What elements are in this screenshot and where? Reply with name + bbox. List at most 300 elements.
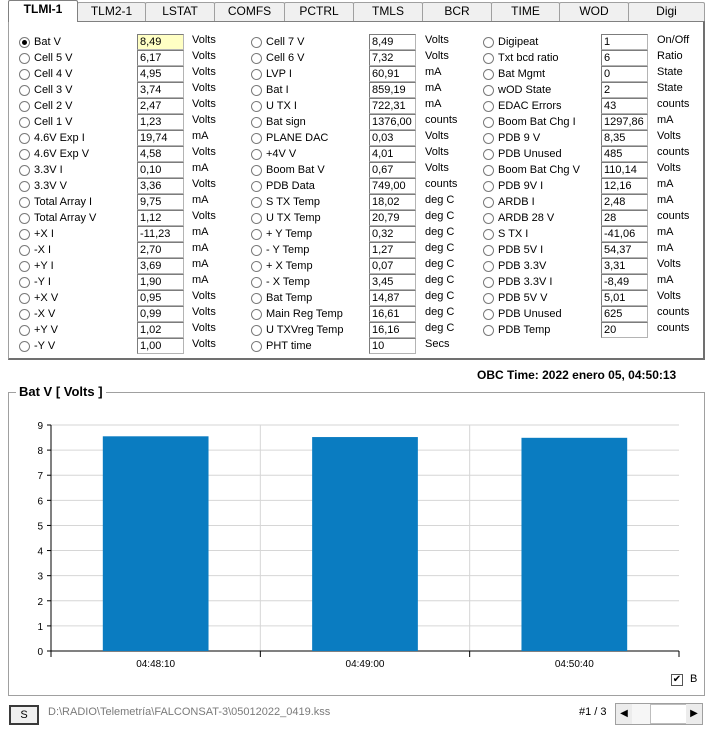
unit-cell-5-v: Volts xyxy=(192,50,216,62)
value-bat-sign: 1376,00 xyxy=(369,114,416,130)
radio-button-icon[interactable] xyxy=(19,53,30,64)
radio-plane-dac[interactable] xyxy=(251,130,365,146)
unit-pdb-9-v: Volts xyxy=(657,130,681,142)
radio-4-6v-exp-i[interactable] xyxy=(19,130,133,146)
radio-button-icon[interactable] xyxy=(483,69,494,80)
value-x-temp: 3,45 xyxy=(369,274,416,290)
radio-pdb-data[interactable] xyxy=(251,178,365,194)
radio-button-icon[interactable] xyxy=(251,325,262,336)
radio-label: Bat V xyxy=(34,36,61,48)
radio-button-icon[interactable] xyxy=(19,197,30,208)
radio-button-icon[interactable] xyxy=(251,197,262,208)
value-cell-4-v: 4,95 xyxy=(137,66,184,82)
unit-pdb-unused: counts xyxy=(657,306,690,318)
radio-label: EDAC Errors xyxy=(498,100,562,112)
radio-label: Total Array I xyxy=(34,196,93,208)
radio-u-tx-temp[interactable] xyxy=(251,210,365,226)
unit-u-tx-i: mA xyxy=(425,98,442,110)
radio-button-icon[interactable] xyxy=(19,101,30,112)
value-bat-i: 859,19 xyxy=(369,82,416,98)
radio-total-array-i[interactable] xyxy=(19,194,133,210)
radio-button-icon[interactable] xyxy=(19,181,30,192)
unit-cell-7-v: Volts xyxy=(425,34,449,46)
scroll-right-arrow-icon[interactable]: ▶ xyxy=(686,704,702,724)
radio-button-icon[interactable] xyxy=(483,165,494,176)
radio-boom-bat-chg-v[interactable] xyxy=(483,162,597,178)
unit-pdb-unused: counts xyxy=(657,146,690,158)
unit-4v-v: Volts xyxy=(425,146,449,158)
radio-label: PDB Unused xyxy=(498,148,562,160)
radio-x-i[interactable] xyxy=(19,226,133,242)
value-y-temp: 1,27 xyxy=(369,242,416,258)
bar xyxy=(521,438,627,651)
radio-label: S TX Temp xyxy=(266,196,321,208)
radio-button-icon[interactable] xyxy=(19,261,30,272)
y-tick-label: 1 xyxy=(37,621,43,633)
radio-pdb-unused[interactable] xyxy=(483,146,597,162)
radio-y-temp[interactable] xyxy=(251,226,365,242)
radio-y-temp[interactable] xyxy=(251,242,365,258)
radio-label: PDB 5V V xyxy=(498,292,548,304)
radio-label: PHT time xyxy=(266,340,312,352)
radio-x-v[interactable] xyxy=(19,306,133,322)
tab-pctrl[interactable]: PCTRL xyxy=(284,2,354,21)
radio-boom-bat-v[interactable] xyxy=(251,162,365,178)
radio-label: PDB Unused xyxy=(498,308,562,320)
radio-button-icon[interactable] xyxy=(251,69,262,80)
radio-button-icon[interactable] xyxy=(483,53,494,64)
value-edac-errors: 43 xyxy=(601,98,648,114)
unit-y-v: Volts xyxy=(192,322,216,334)
radio-label: ARDB I xyxy=(498,196,535,208)
unit-x-temp: deg C xyxy=(425,274,455,286)
value-3-3v-i: 0,10 xyxy=(137,162,184,178)
value-y-i: 3,69 xyxy=(137,258,184,274)
unit-boom-bat-chg-i: mA xyxy=(657,114,674,126)
radio-pht-time[interactable] xyxy=(251,338,365,354)
radio-label: PLANE DAC xyxy=(266,132,329,144)
radio-label: ARDB 28 V xyxy=(498,212,555,224)
value-total-array-v: 1,12 xyxy=(137,210,184,226)
radio-3-3v-v[interactable] xyxy=(19,178,133,194)
unit-x-i: mA xyxy=(192,226,209,238)
y-tick-label: 0 xyxy=(37,647,43,658)
unit-4-6v-exp-i: mA xyxy=(192,130,209,142)
unit-x-v: Volts xyxy=(192,306,216,318)
radio-button-icon[interactable] xyxy=(19,117,30,128)
value-pdb-3-3v: 3,31 xyxy=(601,258,648,274)
radio-label: Total Array V xyxy=(34,212,97,224)
value-y-i: 1,90 xyxy=(137,274,184,290)
radio-label: -X V xyxy=(34,308,56,320)
radio-y-v[interactable] xyxy=(19,322,133,338)
radio-label: - Y Temp xyxy=(266,244,310,256)
value-4-6v-exp-v: 4,58 xyxy=(137,146,184,162)
radio-button-icon[interactable] xyxy=(251,53,262,64)
radio-digipeat[interactable] xyxy=(483,34,597,50)
unit-boom-bat-chg-v: Volts xyxy=(657,162,681,174)
radio-button-icon[interactable] xyxy=(483,181,494,192)
radio-pdb-3-3v-i[interactable] xyxy=(483,274,597,290)
radio-boom-bat-chg-i[interactable] xyxy=(483,114,597,130)
radio-label: +X I xyxy=(34,228,54,240)
bar xyxy=(312,437,418,651)
page-scrollbar[interactable] xyxy=(615,703,703,725)
tab-tmls[interactable]: TMLS xyxy=(353,2,423,21)
radio-button-icon[interactable] xyxy=(19,213,30,224)
radio-pdb-unused[interactable] xyxy=(483,306,597,322)
unit-x-temp: deg C xyxy=(425,258,455,270)
value-s-tx-temp: 18,02 xyxy=(369,194,416,210)
value-x-i: 2,70 xyxy=(137,242,184,258)
radio-label: wOD State xyxy=(498,84,552,96)
radio-label: Cell 4 V xyxy=(34,68,73,80)
tab-comfs[interactable]: COMFS xyxy=(214,2,285,21)
radio-y-i[interactable] xyxy=(19,274,133,290)
radio-cell-2-v[interactable] xyxy=(19,98,133,114)
radio-3-3v-i[interactable] xyxy=(19,162,133,178)
radio-button-icon[interactable] xyxy=(19,69,30,80)
value-wod-state: 2 xyxy=(601,82,648,98)
radio-total-array-v[interactable] xyxy=(19,210,133,226)
radio-button-icon[interactable] xyxy=(483,293,494,304)
radio-button-icon[interactable] xyxy=(251,165,262,176)
radio-label: U TX I xyxy=(266,100,297,112)
radio-y-v[interactable] xyxy=(19,338,133,354)
y-tick-label: 5 xyxy=(37,521,43,533)
radio-x-i[interactable] xyxy=(19,242,133,258)
radio-label: Boom Bat V xyxy=(266,164,325,176)
obc-time: OBC Time: 2022 enero 05, 04:50:13 xyxy=(477,368,677,382)
unit-s-tx-temp: deg C xyxy=(425,194,455,206)
chart-frame xyxy=(8,392,705,696)
radio-label: Digipeat xyxy=(498,36,539,48)
radio-bat-sign[interactable] xyxy=(251,114,365,130)
radio-x-v[interactable] xyxy=(19,290,133,306)
radio-button-icon[interactable] xyxy=(19,245,30,256)
value-total-array-i: 9,75 xyxy=(137,194,184,210)
bar xyxy=(103,436,209,651)
radio-ardb-i[interactable] xyxy=(483,194,597,210)
radio-button-icon[interactable] xyxy=(19,149,30,160)
unit-y-i: mA xyxy=(192,258,209,270)
radio-u-txvreg-temp[interactable] xyxy=(251,322,365,338)
radio-label: Bat Mgmt xyxy=(498,68,546,80)
tab-time[interactable]: TIME xyxy=(491,2,560,21)
radio-bat-i[interactable] xyxy=(251,82,365,98)
unit-ardb-i: mA xyxy=(657,194,674,206)
tab-tlmi-1[interactable]: TLMI-1 xyxy=(8,0,78,22)
radio-bat-mgmt[interactable] xyxy=(483,66,597,82)
unit-bat-sign: counts xyxy=(425,114,458,126)
value-4v-v: 4,01 xyxy=(369,146,416,162)
value-digipeat: 1 xyxy=(601,34,648,50)
unit-pdb-5v-i: mA xyxy=(657,242,674,254)
unit-pdb-3-3v: Volts xyxy=(657,258,681,270)
y-tick-label: 9 xyxy=(37,421,43,432)
y-tick-label: 8 xyxy=(37,446,43,458)
radio-main-reg-temp[interactable] xyxy=(251,306,365,322)
radio-button-icon[interactable] xyxy=(483,85,494,96)
value-cell-7-v: 8,49 xyxy=(369,34,416,50)
scroll-left-arrow-icon[interactable]: ◀ xyxy=(616,704,632,724)
value-s-tx-i: -41,06 xyxy=(601,226,648,242)
radio-cell-3-v[interactable] xyxy=(19,82,133,98)
radio-button-icon[interactable] xyxy=(251,213,262,224)
value-boom-bat-chg-i: 1297,86 xyxy=(601,114,648,130)
radio-label: +X V xyxy=(34,292,59,304)
radio-label: PDB Data xyxy=(266,180,315,192)
unit-cell-3-v: Volts xyxy=(192,82,216,94)
radio-label: -Y I xyxy=(34,276,51,288)
radio-label: PDB 9 V xyxy=(498,132,541,144)
unit-y-temp: deg C xyxy=(425,226,455,238)
radio-button-icon[interactable] xyxy=(483,213,494,224)
radio-button-icon[interactable] xyxy=(483,101,494,112)
value-x-temp: 0,07 xyxy=(369,258,416,274)
unit-x-i: mA xyxy=(192,242,209,254)
value-main-reg-temp: 16,61 xyxy=(369,306,416,322)
radio-button-icon[interactable] xyxy=(483,309,494,320)
radio-button-icon[interactable] xyxy=(251,181,262,192)
radio-button-icon[interactable] xyxy=(251,229,262,240)
radio-button-icon[interactable] xyxy=(251,245,262,256)
unit-bat-temp: deg C xyxy=(425,290,455,302)
unit-digipeat: On/Off xyxy=(657,34,690,46)
radio-button-icon[interactable] xyxy=(251,293,262,304)
unit-pdb-5v-v: Volts xyxy=(657,290,681,302)
radio-button-icon[interactable] xyxy=(19,293,30,304)
file-path: D:\RADIO\Telemetría\FALCONSAT-3\05012022_0419.kss xyxy=(48,706,331,718)
x-tick-label: 04:49:00 xyxy=(345,659,385,670)
unit-4-6v-exp-v: Volts xyxy=(192,146,216,158)
radio-label: U TX Temp xyxy=(266,212,321,224)
radio-x-temp[interactable] xyxy=(251,258,365,274)
radio-button-icon[interactable] xyxy=(19,309,30,320)
y-tick-label: 6 xyxy=(37,496,43,508)
value-cell-5-v: 6,17 xyxy=(137,50,184,66)
radio-cell-4-v[interactable] xyxy=(19,66,133,82)
value-boom-bat-chg-v: 110,14 xyxy=(601,162,648,178)
radio-button-icon[interactable] xyxy=(251,261,262,272)
value-4-6v-exp-i: 19,74 xyxy=(137,130,184,146)
radio-label: Cell 7 V xyxy=(266,36,305,48)
radio-button-icon[interactable] xyxy=(251,309,262,320)
tab-bar xyxy=(8,0,707,21)
y-tick-label: 7 xyxy=(37,471,43,483)
radio-button-icon[interactable] xyxy=(483,133,494,144)
radio-button-icon[interactable] xyxy=(251,85,262,96)
radio-label: -Y V xyxy=(34,340,56,352)
radio-button-icon[interactable] xyxy=(251,277,262,288)
value-u-txvreg-temp: 16,16 xyxy=(369,322,416,338)
radio-label: 4.6V Exp V xyxy=(34,148,90,160)
value-ardb-28-v: 28 xyxy=(601,210,648,226)
value-pdb-data: 749,00 xyxy=(369,178,416,194)
unit-3-3v-v: Volts xyxy=(192,178,216,190)
value-plane-dac: 0,03 xyxy=(369,130,416,146)
radio-txt-bcd-ratio[interactable] xyxy=(483,50,597,66)
radio-button-icon[interactable] xyxy=(483,229,494,240)
telemetry-panel xyxy=(8,21,705,360)
radio-label: Cell 1 V xyxy=(34,116,73,128)
chart-title: Bat V [ Volts ] xyxy=(16,384,106,399)
radio-label: 4.6V Exp I xyxy=(34,132,85,144)
radio-label: PDB 9V I xyxy=(498,180,544,192)
radio-s-tx-i[interactable] xyxy=(483,226,597,242)
unit-ardb-28-v: counts xyxy=(657,210,690,222)
radio-cell-6-v[interactable] xyxy=(251,50,365,66)
radio-y-i[interactable] xyxy=(19,258,133,274)
unit-boom-bat-v: Volts xyxy=(425,162,449,174)
page-indicator: #1 / 3 xyxy=(579,706,607,718)
value-u-tx-i: 722,31 xyxy=(369,98,416,114)
value-lvp-i: 60,91 xyxy=(369,66,416,82)
radio-button-icon[interactable] xyxy=(19,37,30,48)
radio-4-6v-exp-v[interactable] xyxy=(19,146,133,162)
unit-y-v: Volts xyxy=(192,338,216,350)
unit-pdb-data: counts xyxy=(425,178,458,190)
radio-pdb-9-v[interactable] xyxy=(483,130,597,146)
radio-button-icon[interactable] xyxy=(251,341,262,352)
radio-label: 3.3V V xyxy=(34,180,68,192)
unit-main-reg-temp: deg C xyxy=(425,306,455,318)
radio-button-icon[interactable] xyxy=(483,149,494,160)
unit-plane-dac: Volts xyxy=(425,130,449,142)
radio-button-icon[interactable] xyxy=(483,261,494,272)
radio-button-icon[interactable] xyxy=(19,277,30,288)
radio-wod-state[interactable] xyxy=(483,82,597,98)
unit-pdb-temp: counts xyxy=(657,322,690,334)
radio-bat-v[interactable] xyxy=(19,34,133,50)
radio-button-icon[interactable] xyxy=(251,133,262,144)
bar-chart xyxy=(9,393,704,695)
radio-label: Boom Bat Chg I xyxy=(498,116,576,128)
unit-cell-2-v: Volts xyxy=(192,98,216,110)
unit-edac-errors: counts xyxy=(657,98,690,110)
radio-button-icon[interactable] xyxy=(483,117,494,128)
radio-label: Cell 2 V xyxy=(34,100,73,112)
radio-button-icon[interactable] xyxy=(19,85,30,96)
unit-cell-4-v: Volts xyxy=(192,66,216,78)
radio-pdb-5v-v[interactable] xyxy=(483,290,597,306)
radio-edac-errors[interactable] xyxy=(483,98,597,114)
radio-button-icon[interactable] xyxy=(19,325,30,336)
radio-pdb-5v-i[interactable] xyxy=(483,242,597,258)
y-tick-label: 2 xyxy=(37,596,43,608)
radio-button-icon[interactable] xyxy=(483,245,494,256)
value-u-tx-temp: 20,79 xyxy=(369,210,416,226)
x-tick-label: 04:50:40 xyxy=(554,659,594,670)
value-pdb-unused: 485 xyxy=(601,146,648,162)
tab-bcr[interactable]: BCR xyxy=(422,2,492,21)
radio-pdb-3-3v[interactable] xyxy=(483,258,597,274)
radio-button-icon[interactable] xyxy=(483,325,494,336)
unit-bat-mgmt: State xyxy=(657,66,683,78)
radio-label: Bat Temp xyxy=(266,292,313,304)
series-b-label: B xyxy=(690,673,698,685)
value-txt-bcd-ratio: 6 xyxy=(601,50,648,66)
y-tick-label: 4 xyxy=(37,546,43,558)
radio-label: PDB Temp xyxy=(498,324,551,336)
value-boom-bat-v: 0,67 xyxy=(369,162,416,178)
radio-bat-temp[interactable] xyxy=(251,290,365,306)
radio-label: +Y V xyxy=(34,324,58,336)
scroll-thumb[interactable] xyxy=(650,704,690,724)
value-pdb-9-v: 8,35 xyxy=(601,130,648,146)
radio-label: 3.3V I xyxy=(34,164,63,176)
radio-u-tx-i[interactable] xyxy=(251,98,365,114)
value-y-v: 1,02 xyxy=(137,322,184,338)
value-x-v: 0,99 xyxy=(137,306,184,322)
radio-button-icon[interactable] xyxy=(251,149,262,160)
unit-total-array-i: mA xyxy=(192,194,209,206)
tab-wod[interactable]: WOD xyxy=(559,2,629,21)
radio-s-tx-temp[interactable] xyxy=(251,194,365,210)
s-button[interactable]: S xyxy=(9,705,39,725)
radio-button-icon[interactable] xyxy=(251,117,262,128)
radio-label: Txt bcd ratio xyxy=(498,52,559,64)
value-pdb-5v-v: 5,01 xyxy=(601,290,648,306)
radio-button-icon[interactable] xyxy=(483,37,494,48)
radio-cell-1-v[interactable] xyxy=(19,114,133,130)
radio-lvp-i[interactable] xyxy=(251,66,365,82)
value-cell-1-v: 1,23 xyxy=(137,114,184,130)
radio-pdb-9v-i[interactable] xyxy=(483,178,597,194)
radio-button-icon[interactable] xyxy=(19,165,30,176)
unit-pht-time: Secs xyxy=(425,338,450,350)
value-bat-v: 8,49 xyxy=(137,34,184,50)
value-pdb-5v-i: 54,37 xyxy=(601,242,648,258)
tab-lstat[interactable]: LSTAT xyxy=(145,2,215,21)
radio-button-icon[interactable] xyxy=(19,229,30,240)
series-b-checkbox[interactable]: ✔ xyxy=(672,674,682,685)
radio-label: PDB 3.3V xyxy=(498,260,547,272)
tab-digi[interactable]: Digi xyxy=(628,2,705,21)
radio-label: Cell 6 V xyxy=(266,52,305,64)
radio-label: Cell 5 V xyxy=(34,52,73,64)
radio-pdb-temp[interactable] xyxy=(483,322,597,338)
radio-button-icon[interactable] xyxy=(483,197,494,208)
radio-4v-v[interactable] xyxy=(251,146,365,162)
unit-bat-v: Volts xyxy=(192,34,216,46)
radio-cell-7-v[interactable] xyxy=(251,34,365,50)
unit-u-txvreg-temp: deg C xyxy=(425,322,455,334)
radio-button-icon[interactable] xyxy=(19,341,30,352)
value-pdb-9v-i: 12,16 xyxy=(601,178,648,194)
radio-button-icon[interactable] xyxy=(483,277,494,288)
unit-3-3v-i: mA xyxy=(192,162,209,174)
unit-s-tx-i: mA xyxy=(657,226,674,238)
value-y-temp: 0,32 xyxy=(369,226,416,242)
radio-button-icon[interactable] xyxy=(19,133,30,144)
radio-label: PDB 3.3V I xyxy=(498,276,553,288)
radio-label: Bat sign xyxy=(266,116,306,128)
radio-ardb-28-v[interactable] xyxy=(483,210,597,226)
radio-x-temp[interactable] xyxy=(251,274,365,290)
radio-button-icon[interactable] xyxy=(251,101,262,112)
radio-label: + Y Temp xyxy=(266,228,313,240)
radio-button-icon[interactable] xyxy=(251,37,262,48)
tab-tlm2-1[interactable]: TLM2-1 xyxy=(77,2,146,21)
radio-cell-5-v[interactable] xyxy=(19,50,133,66)
unit-txt-bcd-ratio: Ratio xyxy=(657,50,683,62)
radio-label: Bat I xyxy=(266,84,289,96)
radio-label: Main Reg Temp xyxy=(266,308,343,320)
unit-bat-i: mA xyxy=(425,82,442,94)
unit-cell-1-v: Volts xyxy=(192,114,216,126)
value-cell-6-v: 7,32 xyxy=(369,50,416,66)
